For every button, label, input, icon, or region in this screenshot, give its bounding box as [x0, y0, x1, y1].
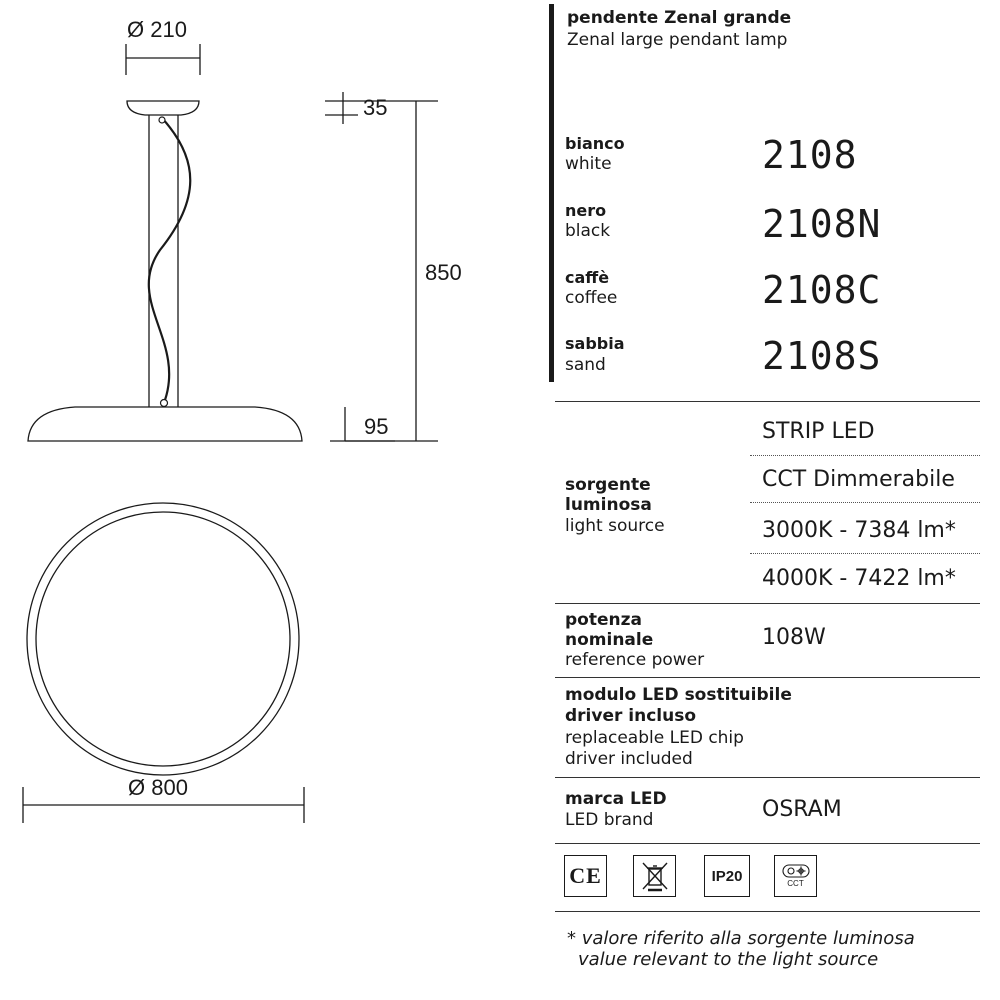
variant-white-it: bianco	[565, 134, 625, 153]
ip-rating: IP20	[711, 867, 743, 885]
dotted-divider	[750, 553, 980, 554]
shade-outer-ring	[27, 503, 299, 775]
module-label-it-2: driver incluso	[565, 706, 697, 726]
shade-diameter-label: Ø 800	[128, 775, 188, 800]
light-source-label-it-2: luminosa	[565, 495, 652, 515]
divider	[555, 843, 980, 844]
total-height-label: 850	[425, 260, 462, 285]
power-value: 108W	[762, 625, 826, 650]
shade-side	[28, 407, 302, 441]
brand-label-it: marca LED	[565, 789, 667, 809]
footnote-en: value relevant to the light source	[578, 949, 879, 970]
variant-sand-en: sand	[565, 355, 606, 375]
variant-coffee-en: coffee	[565, 288, 618, 308]
module-label-en-2: driver included	[565, 749, 693, 769]
divider	[555, 603, 980, 604]
power-label-it-2: nominale	[565, 630, 654, 650]
divider	[555, 401, 980, 402]
power-label-en: reference power	[565, 650, 705, 670]
cct-label: CCT	[787, 879, 804, 888]
module-label-it: modulo LED sostituibile	[565, 685, 792, 705]
ip-rating-badge	[704, 855, 750, 897]
variant-coffee-it: caffè	[565, 268, 610, 287]
dotted-divider	[750, 455, 980, 456]
product-title-en: Zenal large pendant lamp	[567, 30, 788, 50]
light-source-label-it: sorgente	[565, 475, 651, 495]
variant-white-code: 2108	[762, 133, 858, 177]
ce-mark-badge	[564, 855, 607, 897]
header-accent-bar	[549, 4, 554, 382]
light-source-dimming: CCT Dimmerabile	[762, 467, 955, 492]
footnote-it: * valore riferito alla sorgente luminosa	[567, 928, 915, 949]
cable	[149, 118, 190, 400]
variant-black-code: 2108N	[762, 202, 882, 246]
module-label-en: replaceable LED chip	[565, 728, 744, 748]
divider	[555, 911, 980, 912]
light-source-label-en: light source	[565, 516, 665, 536]
variant-white-en: white	[565, 154, 612, 174]
brand-label-en: LED brand	[565, 810, 654, 830]
variant-sand-code: 2108S	[762, 334, 882, 378]
canopy-height-label: 35	[363, 95, 388, 120]
power-label-it: potenza	[565, 610, 642, 630]
cct-icon	[774, 855, 817, 897]
divider	[555, 677, 980, 678]
light-source-3000k: 3000K - 7384 lm*	[762, 518, 956, 543]
canopy	[127, 101, 199, 115]
variant-black-en: black	[565, 221, 611, 241]
canopy-diameter-label: Ø 210	[127, 17, 187, 42]
variant-sand-it: sabbia	[565, 334, 625, 353]
variant-black-it: nero	[565, 201, 607, 220]
variant-coffee-code: 2108C	[762, 268, 882, 312]
shade-inner-ring	[36, 512, 290, 766]
light-source-type: STRIP LED	[762, 419, 875, 444]
divider	[555, 777, 980, 778]
crossed-out-bin-icon	[633, 855, 676, 897]
shade-height-label: 95	[364, 414, 389, 439]
dotted-divider	[750, 502, 980, 503]
product-title-it: pendente Zenal grande	[567, 8, 792, 28]
ce-mark: CE	[569, 863, 602, 888]
brand-value: OSRAM	[762, 797, 842, 822]
light-source-4000k: 4000K - 7422 lm*	[762, 566, 956, 591]
